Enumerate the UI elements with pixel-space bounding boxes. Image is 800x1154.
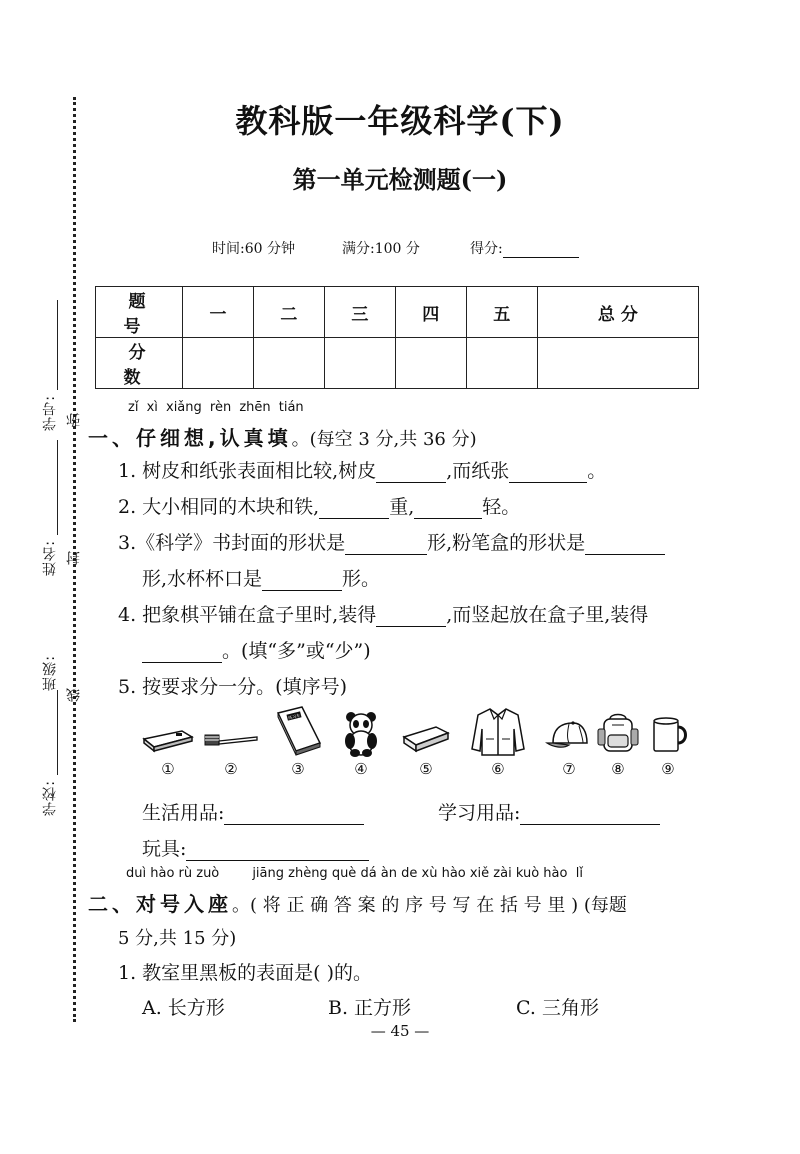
section2-title: 二、对号入座: [88, 892, 232, 916]
eraser-icon: [396, 705, 456, 760]
item-number: ④: [354, 760, 368, 778]
section2-note-cont: 5 分,共 15 分): [118, 928, 237, 949]
score-cell[interactable]: [466, 338, 537, 389]
page-title: 教科版一年级科学(下): [235, 102, 565, 140]
school-line: [57, 690, 58, 775]
table-header-cell: 总 分: [537, 287, 698, 338]
item-number: ⑨: [661, 760, 675, 778]
student-id-label: 学号:: [42, 395, 58, 431]
answer-blank[interactable]: [345, 536, 427, 555]
item-number: ⑤: [419, 760, 433, 778]
question-1-3-cont: 形,水杯杯口是 形。: [142, 568, 381, 590]
item-number: ③: [291, 760, 305, 778]
answer-blank[interactable]: [376, 464, 446, 483]
score-label: 得分:: [470, 241, 503, 257]
page-number: — 45 —: [370, 1022, 430, 1040]
score-blank[interactable]: [503, 243, 579, 258]
table-header-cell: 三: [324, 287, 395, 338]
answer-blank[interactable]: [520, 806, 660, 825]
class-label: 班级:: [42, 655, 58, 691]
mug-icon: [638, 705, 698, 760]
school-label: 学校:: [42, 780, 58, 816]
table-header-cell: 四: [395, 287, 466, 338]
option-c[interactable]: C. 三角形: [516, 997, 599, 1019]
question-1-4-cont: 。(填“多”或“少”): [142, 636, 371, 663]
toys-row: [142, 834, 369, 861]
table-header-cell: 二: [253, 287, 324, 338]
notebook-icon: [268, 705, 328, 760]
answer-blank[interactable]: [186, 842, 369, 861]
answer-blank[interactable]: [376, 608, 446, 627]
score-info: [470, 238, 579, 258]
item-number: ②: [224, 760, 238, 778]
section1-title: 一、仔细想,认真填: [88, 426, 292, 450]
question-1-1: 1. 树皮和纸张表面相比较,树皮 ,而纸张 。: [118, 460, 607, 482]
answer-blank[interactable]: [262, 572, 342, 591]
item-number: ①: [161, 760, 175, 778]
item-6: [468, 705, 528, 785]
toothbrush-icon: [201, 705, 261, 760]
item-number: ⑦: [562, 760, 576, 778]
item-number: ⑧: [611, 760, 625, 778]
name-line: [57, 440, 58, 535]
student-id-line: [57, 300, 58, 390]
item-number: ⑥: [491, 760, 505, 778]
page-subtitle: 第一单元检测题(一): [292, 165, 508, 194]
section2-heading: [88, 888, 627, 917]
answer-blank[interactable]: [319, 500, 389, 519]
section1-heading: [88, 422, 477, 451]
answer-blank[interactable]: [414, 500, 482, 519]
section1-pinyin: zǐ xì xiǎng rèn zhēn tián: [128, 400, 304, 415]
option-b[interactable]: B. 正方形: [328, 997, 412, 1019]
table-header-cell: 五: [466, 287, 537, 338]
section2-pinyin: duì hào rù zuò jiāng zhèng què dá àn de xù hào xiě zài kuò hào lǐ: [126, 866, 583, 881]
panda-toy-icon: [331, 705, 391, 760]
answer-blank[interactable]: [224, 806, 364, 825]
item-9: [638, 705, 698, 785]
question-1-2: 2. 大小相同的木块和铁, 重, 轻。: [118, 496, 521, 518]
score-cell[interactable]: [183, 338, 254, 389]
answer-blank[interactable]: [142, 644, 222, 663]
study-goods-row: [438, 798, 660, 825]
seal-mark-1: 弥: [66, 413, 82, 427]
notebook-label: 练习本: [287, 712, 301, 721]
score-cell[interactable]: [324, 338, 395, 389]
score-cell[interactable]: [537, 338, 698, 389]
score-row-label: 分 数: [96, 338, 183, 389]
table-header-cell: 题 号: [96, 287, 183, 338]
item-1: [138, 705, 198, 785]
daily-goods-label: 生活用品:: [142, 802, 225, 824]
score-cell[interactable]: [395, 338, 466, 389]
question-1-5: 5. 按要求分一分。(填序号): [118, 676, 347, 698]
section1-note: 。(每空 3 分,共 36 分): [291, 429, 477, 450]
item-illustrations: [138, 705, 698, 785]
full-score-info: 满分:100 分: [342, 241, 420, 257]
daily-goods-row: [142, 798, 364, 825]
score-cell[interactable]: [253, 338, 324, 389]
seal-mark-2: 封: [66, 551, 82, 565]
item-5: [396, 705, 456, 785]
question-2-1: 1. 教室里黑板的表面是( )的。: [118, 962, 373, 984]
item-4: [331, 705, 391, 785]
name-label: 姓名:: [42, 540, 58, 576]
section2-note: 。( 将 正 确 答 案 的 序 号 写 在 括 号 里 ) (每题: [232, 895, 627, 916]
item-2: [201, 705, 261, 785]
seal-mark-3: 线: [66, 688, 82, 702]
question-1-4: 4. 把象棋平铺在盒子里时,装得 ,而竖起放在盒子里,装得: [118, 604, 649, 626]
jacket-icon: [468, 705, 528, 760]
answer-blank[interactable]: [509, 464, 587, 483]
table-row: [96, 287, 699, 338]
table-row: [96, 338, 699, 389]
item-3: [268, 705, 328, 785]
table-header-cell: 一: [183, 287, 254, 338]
score-table: [95, 286, 699, 389]
pencil-box-icon: [138, 705, 198, 760]
option-a[interactable]: A. 长方形: [142, 997, 225, 1019]
study-goods-label: 学习用品:: [438, 802, 521, 824]
toys-label: 玩具:: [142, 838, 187, 860]
question-1-3: 3.《科学》书封面的形状是 形,粉笔盒的形状是: [118, 528, 665, 555]
answer-blank[interactable]: [585, 536, 665, 555]
time-info: 时间:60 分钟: [212, 241, 295, 257]
